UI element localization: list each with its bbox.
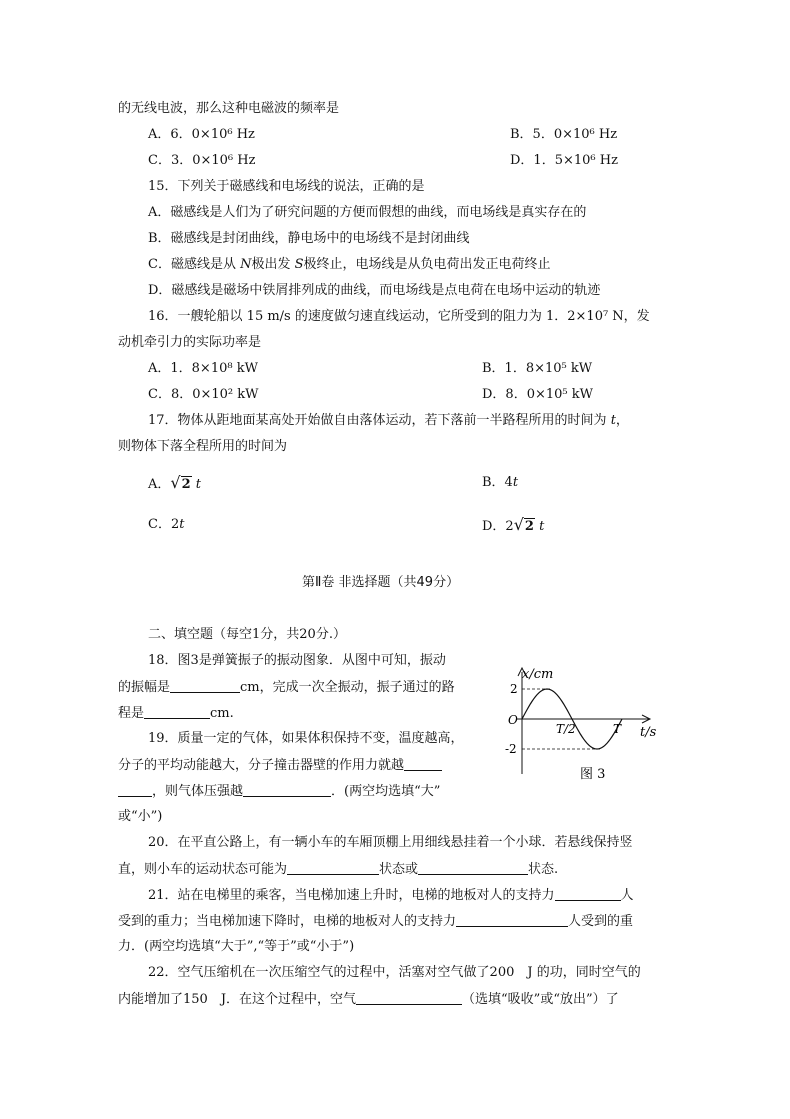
q22-line1: 22．空气压缩机在一次压缩空气的过程中，活塞对空气做了200 J 的功，同时空气的 (148, 965, 641, 980)
q19-line3: ，则气体压强越 ．(两空均选填“大” (118, 782, 440, 801)
figure3-caption: 图 3 (580, 767, 606, 782)
q14-stem-tail: 的无线电波，那么这种电磁波的频率是 (118, 101, 340, 116)
origin-label: O (508, 713, 518, 727)
q19-blank-force-a[interactable] (404, 756, 442, 771)
y-tick-min: -2 (505, 742, 517, 756)
q19-line2: 分子的平均动能越大，分子撞击器壁的作用力就越 (118, 756, 442, 775)
y-axis-label: x/cm (522, 667, 554, 682)
q16-option-d: D．8．0×10⁵ kW (482, 387, 593, 402)
q16-stem-line2: 动机牵引力的实际功率是 (118, 335, 262, 350)
q22-blank-heat[interactable] (356, 990, 462, 1005)
y-tick-max: 2 (510, 682, 518, 696)
q21-blank-up[interactable] (555, 886, 621, 901)
q16-stem-line1: 16．一艘轮船以 15 m/s 的速度做匀速直线运动，它所受到的阻力为 1．2×10⁷ N，发 (148, 309, 650, 324)
q17-stem-line1: 17．物体从距地面某高处开始做自由落体运动，若下落前一半路程所用的时间为 t， (148, 413, 629, 428)
sqrt-symbol: √2 (513, 515, 534, 534)
q16-option-c: C．8．0×10² kW (148, 387, 259, 402)
x-tick-period: T (613, 722, 622, 736)
q20-line2: 直，则小车的运动状态可能为 状态或 状态. (118, 862, 559, 877)
q18-blank-path[interactable] (144, 704, 210, 719)
q19-blank-force-b[interactable] (118, 782, 152, 797)
q17-option-b: B．4t (482, 475, 519, 490)
q15-option-b: B．磁感线是封闭曲线，静电场中的电场线不是封闭曲线 (148, 231, 470, 246)
q15-option-a: A．磁感线是人们为了研究问题的方便而假想的曲线，而电场线是真实存在的 (148, 205, 587, 220)
q16-option-a: A．1．8×10⁸ kW (148, 361, 258, 376)
q21-line3: 力．(两空均选填“大于”,“等于”或“小于”) (118, 939, 355, 954)
q15-option-d: D．磁感线是磁场中铁屑排列成的曲线，而电场线是点电荷在电场中运动的轨迹 (148, 283, 601, 298)
q14-option-b: B．5．0×10⁶ Hz (510, 127, 618, 142)
q17-option-d: D．2√2 t (482, 515, 545, 534)
q21-line1: 21．站在电梯里的乘客，当电梯加速上升时，电梯的地板对人的支持力 人 (148, 888, 634, 903)
x-tick-half-period: T/2 (556, 722, 576, 736)
q20-blank-state-a[interactable] (287, 860, 379, 875)
section2-heading: 二、填空题（每空1分，共20分.） (148, 627, 346, 642)
q14-option-a: A．6．0×10⁶ Hz (148, 127, 255, 142)
x-axis-label: t/s (640, 725, 657, 740)
part2-title: 第Ⅱ卷 非选择题（共49分） (302, 575, 460, 590)
q19-blank-pressure[interactable] (243, 782, 331, 797)
q19-line1: 19．质量一定的气体，如果体积保持不变，温度越高， (148, 731, 464, 746)
q22-line2: 内能增加了150 J．在这个过程中，空气 （选填“吸收”或“放出”）了 (118, 992, 619, 1007)
q15-stem: 15．下列关于磁感线和电场线的说法，正确的是 (148, 179, 425, 194)
q17-option-a: A．√2 t (148, 473, 202, 492)
q21-blank-down[interactable] (456, 912, 568, 927)
q17-stem-line2: 则物体下落全程所用的时间为 (118, 439, 288, 454)
q18-line3: 程是 cm. (118, 706, 234, 721)
q17-option-c: C．2t (148, 517, 185, 532)
q16-option-b: B．1．8×10⁵ kW (482, 361, 593, 376)
q19-line4: 或“小”) (118, 809, 163, 824)
q14-option-d: D．1．5×10⁶ Hz (510, 153, 618, 168)
q18-line1: 18．图3是弹簧振子的振动图象．从图中可知，振动 (148, 653, 446, 668)
sqrt-symbol: √2 (170, 473, 191, 492)
q15-option-c: C．磁感线是从 N极出发 S极终止，电场线是从负电荷出发正电荷终止 (148, 257, 551, 272)
q20-line1: 20．在平直公路上，有一辆小车的车厢顶棚上用细线悬挂着一个小球．若悬线保持竖 (148, 835, 633, 850)
q21-line2: 受到的重力；当电梯加速下降时，电梯的地板对人的支持力 人受到的重 (118, 914, 634, 929)
q18-blank-amplitude[interactable] (170, 678, 240, 693)
figure3-vibration-graph (500, 664, 680, 784)
q20-blank-state-b[interactable] (418, 860, 528, 875)
q18-line2: 的振幅是 cm，完成一次全振动，振子通过的路 (118, 680, 455, 695)
q14-option-c: C．3．0×10⁶ Hz (148, 153, 256, 168)
